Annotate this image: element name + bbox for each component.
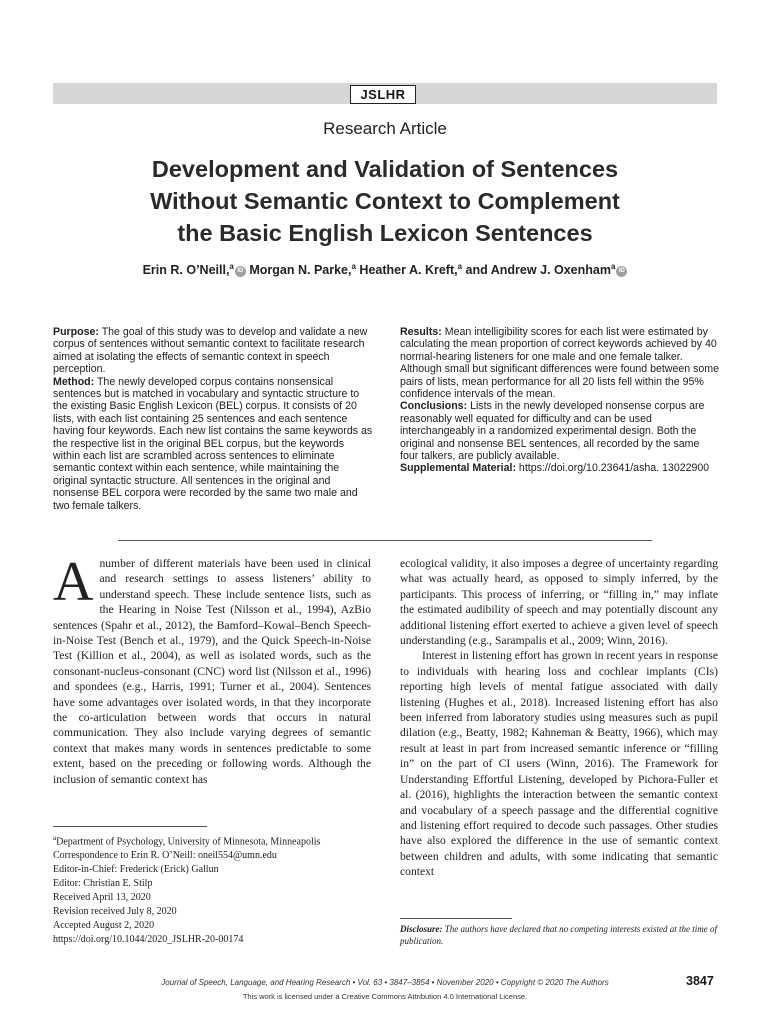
body-paragraph: Anumber of different materials have been used in clinical and research settings to assess listeners’ ability to understand speech. These include sentence lists, such as the Hearing in Noise Test (Nilsson et al., 1994), AzBio sentences (Spahr et al., 2012), the Bamford–Kowal–Bench Speech-in-Noise Test (Bench et al., 1979), and the Quick Speech-in-Noise Test (Killion et al., 2004), as well as isolated words, such as the consonant-nucleus-consonant (CNC) word list (Nilsson et al., 1996) and spondees (e.g., Harris, 1991; Turner et al., 2004). Sentences have some advantages over isolated words, in that they incorporate the co-articulation between words that occurs in natural communication. They also include varying degrees of semantic context that makes many words in sentences predictable to some extent, based on the preceding or following words. Although the inclusion of semantic context has <box>53 551 371 786</box>
correspondence-note: Correspondence to Erin R. O’Neill: oneil554@umn.edu <box>53 850 277 862</box>
author-1: Erin R. O’Neill,$^a$ID <box>143 263 246 277</box>
paper-title <box>60 153 710 249</box>
orcid-icon[interactable]: ID <box>616 266 627 277</box>
journal-badge: JSLHR <box>350 85 416 104</box>
doi-link[interactable]: https://doi.org/10.1044/2020_JSLHR-20-00174 <box>53 933 244 945</box>
received-date: Received April 13, 2020 <box>53 891 151 903</box>
accepted-date: Accepted August 2, 2020 <box>53 919 155 931</box>
author-2: Morgan N. Parke,$^a$ <box>249 262 356 278</box>
revision-date: Revision received July 8, 2020 <box>53 905 177 917</box>
abstract-results: Results: Mean intelligibility scores for each list were estimated by calculating the mean proportion of correct keywords achieved by 40 normal-hearing listeners for one male and one female talker. Although small but significant differences were found between some pairs of lists, mean performance for all 20 lists fell within the 95% confidence intervals of the mean. <box>400 326 719 401</box>
drop-cap: A <box>53 551 94 613</box>
footnote-divider <box>53 826 207 827</box>
orcid-icon[interactable]: ID <box>235 266 246 277</box>
title-line-3: the Basic English Lexicon Sentences <box>177 220 593 246</box>
footnotes <box>53 832 383 947</box>
article-type: Research Article <box>323 119 447 138</box>
abstract-purpose: Purpose: The goal of this study was to develop and validate a new corpus of sentences without semantic context to facilitate research aimed at isolating the effects of semantic context in speech perception. <box>53 326 368 376</box>
title-line-2: Without Semantic Context to Complement <box>150 188 620 214</box>
author-3: Heather A. Kreft,$^a$ <box>359 262 463 278</box>
abstract-right-column <box>400 326 720 475</box>
supplemental-link[interactable]: https://doi.org/10.23641/asha. 13022900 <box>518 462 710 475</box>
title-line-1: Development and Validation of Sentences <box>151 156 619 182</box>
body-left-column <box>53 551 371 787</box>
editor-note: Editor: Christian E. Stilp <box>53 878 153 890</box>
abstract-conclusions: Conclusions: Lists in the newly developed nonsense corpus are reasonably well equated for difficulty and can be used interchangeably in a randomized experimental design. Both the original and nonsense BEL sentences, all recorded by the same four talkers, are publicly available. <box>400 400 705 463</box>
body-paragraph: ecological validity, it also imposes a degree of uncertainty regarding what was actually heard, as opposed to simply inferred, by the participants. This process of inferring, or “filling in,” may inflate the estimated audibility of speech and may potentially discount any additional listening effort exerted to achieve a given level of speech understanding (e.g., Sarampalis et al., 2009; Winn, 2016). <box>400 557 718 648</box>
license-note: This work is licensed under a Creative Commons Attribution 4.0 International License. <box>242 992 528 1001</box>
abstract-supplemental: Supplemental Material: https://doi.org/10.23641/asha. 13022900 <box>400 462 710 475</box>
body-paragraph: Interest in listening effort has grown in recent years in response to individuals with hearing loss and cochlear implants (CIs) reporting high levels of mental fatigue associated with daily listening (Hughes et al., 2018). Increased listening effort has also been inferred from laboratory studies using measures such as pupil dilation (e.g., Beatty, 1982; Kahneman & Beatty, 1966), which may result at least in part from increased semantic inference or “filling in” on the part of CI users (Winn, 2016). The Framework for Understanding Effortful Listening, developed by Pichora-Fuller et al. (2016), highlights the interaction between the semantic context and vocabulary of a speech passage and the differential cognitive and listening effort required to decode such passages. Other studies have also explored the difference in the use of semantic context between children and adults, with some indicating that semantic context <box>400 649 718 879</box>
author-4: and Andrew J. Oxenham$^a$ID <box>466 263 628 277</box>
abstract-left-column <box>53 326 373 512</box>
abstract-divider <box>118 540 652 541</box>
body-right-column <box>400 556 718 880</box>
affiliation-note: $^a$Department of Psychology, University of Minnesota, Minneapolis <box>53 834 321 848</box>
editor-in-chief-note: Editor-in-Chief: Frederick (Erick) Gallun <box>53 864 219 876</box>
author-list <box>0 262 770 277</box>
disclosure-note: Disclosure: The authors have declared that no competing interests existed at the time of publication. <box>400 924 718 946</box>
disclosure-divider <box>400 918 512 919</box>
journal-footer: Journal of Speech, Language, and Hearing Research • Vol. 63 • 3847–3854 • November 2020 • Copyright © 2020 The Authors <box>161 978 609 987</box>
page-number: 3847 <box>686 974 714 988</box>
abstract-method: Method: The newly developed corpus contains nonsensical sentences but is matched in vocabulary and syntactic structure to the existing Basic English Lexicon (BEL) corpus. It consists of 20 lists, with each list containing 25 sentences and each sentence having four keywords. Each new list contains the same keywords as the respective list in the original BEL corpus, but the keywords within each list are scrambled across sentences to eliminate semantic context within each sentence, while maintaining the original syntactic structure. All sentences in the original and nonsense BEL corpora were recorded by the same two male and two female talkers. <box>53 375 373 512</box>
